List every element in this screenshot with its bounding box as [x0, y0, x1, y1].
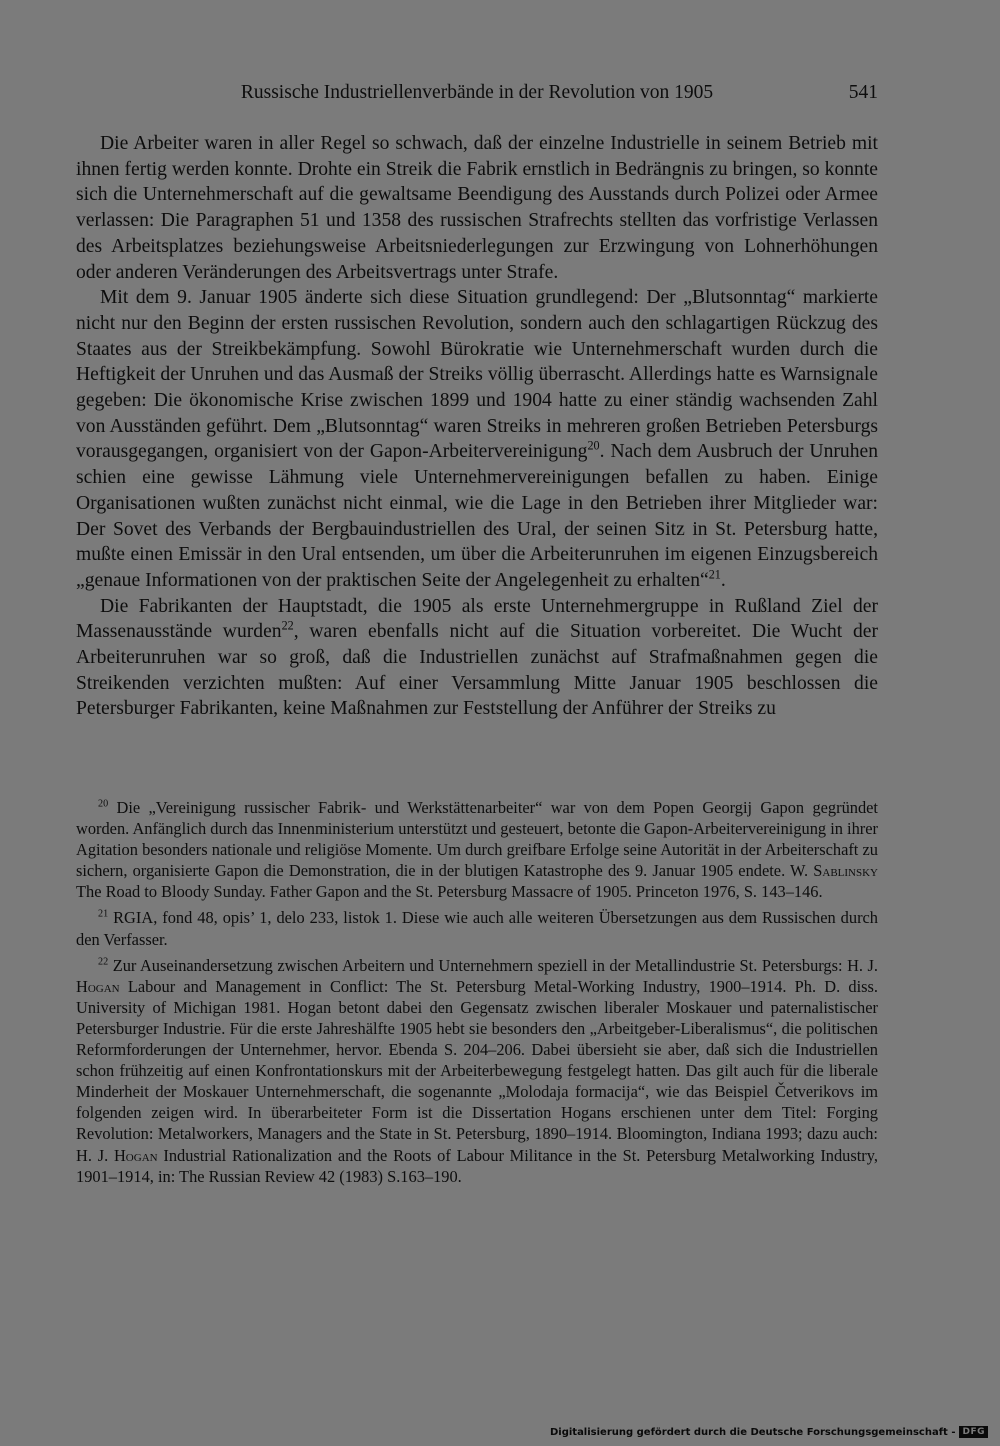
paragraph-1-text: Die Arbeiter waren in aller Regel so schwach, daß der einzelne Industrielle in seinem Betrieb mit ihnen fertig werden konnte. Drohte ein Streik die Fabrik ernstlich in Bedrängnis zu bringen, so konnte sich die Unternehmerschaft auf die gewaltsame Beendigung des Ausstands durch Polizei oder Armee verlassen: Die Paragraphen 51 und 1358 des russischen Strafrechts stellten das vorfristige Verlassen des Arbeitsplatzes beziehungsweise Arbeitsniederlegungen zur Erzwingung von Lohnerhöhungen oder anderen Veränderungen des Arbeitsvertrags unter Strafe.	[76, 133, 878, 283]
footnote-22-text-c: Industrial Rationalization and the Roots of Labour Militance in the St. Petersburg Metalworking Industry, 1901–1914, in: The Russian Review 42 (1983) S.163–190.	[76, 1145, 878, 1186]
footnote-21-number: 21	[98, 909, 109, 920]
page-number: 541	[848, 82, 878, 103]
footnote-21	[76, 907, 878, 949]
paragraph-3-text-a: Die Fabrikanten der Hauptstadt, die 1905 als erste Unternehmergruppe in Rußland Ziel der Massenausstände wurden	[76, 595, 878, 643]
paragraph-2-text-b: . Nach dem Ausbruch der Unruhen schien eine gewisse Lähmung viele Unternehmervereinigungen befallen zu haben. Einige Organisationen wußten zunächst nicht einmal, wie die Lage in den Betrieben ihrer Mitglieder war: Der Sovet des Verbands der Bergbauindustriellen des Ural, der seinen Sitz in St. Petersburg hatte, mußte einen Emissär in den Ural entsenden, um über die Arbeiterunruhen im eigenen Einzugsbereich „genaue Informationen von der praktischen Seite der Angelegenheit zu erhalten“	[76, 441, 878, 591]
banner-text: Digitalisierung gefördert durch die Deutsche Forschungsgemeinschaft -	[549, 1426, 956, 1438]
paragraph-3	[76, 594, 878, 723]
footnote-22	[76, 955, 878, 1187]
footnote-22-author-2: Hogan	[113, 1145, 158, 1165]
footnote-ref-22: 22	[281, 618, 294, 633]
footnote-21-text: RGIA, fond 48, opis’ 1, delo 233, listok 1. Diese wie auch alle weiteren Übersetzungen aus dem Russischen durch den Verfasser.	[76, 908, 878, 949]
footnote-20-text-b: The Road to Bloody Sunday. Father Gapon and the St. Petersburg Massacre of 1905. Princeton 1976, S. 143–146.	[76, 882, 823, 902]
footnote-20-author: Sablinsky	[813, 861, 878, 881]
footnotes	[76, 797, 878, 1192]
paragraph-3-text-b: , waren ebenfalls nicht auf die Situation vorbereitet. Die Wucht der Arbeiterunruhen war so groß, daß die Industriellen zunächst auf Strafmaßnahmen gegen die Streikenden verzichten mußten: Auf einer Versammlung Mitte Januar 1905 beschlossen die Petersburger Fabrikanten, keine Maßnahmen zur Feststellung der Anführer der Streiks zu	[76, 621, 878, 720]
paragraph-2-text-c: .	[720, 569, 726, 591]
running-title: Russische Industriellenverbände in der Revolution von 1905	[240, 82, 714, 103]
footnote-22-number: 22	[98, 956, 109, 968]
footnote-22-text-a: Zur Auseinandersetzung zwischen Arbeitern und Unternehmern speziell in der Metallindustrie St. Petersburgs: H. J.	[112, 955, 879, 975]
footnote-ref-21: 21	[708, 567, 721, 582]
body-text	[76, 131, 878, 722]
footnote-20-number: 20	[98, 798, 109, 810]
footnote-22-text-b: Labour and Management in Conflict: The St. Petersburg Metal-Working Industry, 1900–1914. Ph. D. diss. University of Michigan 1981. Hogan betont dabei den Gegensatz zwischen liberaler Moskauer und paternalistischer Petersburger Industrie. Für die erste Jahreshälfte 1905 hebt sie besonders den „Arbeitgeber-Liberalismus“, die politischen Reformforderungen der Unternehmer, hervor. Ebenda S. 204–206. Dabei übersieht sie aber, daß sich die Industriellen schon frühzeitig auf einen Konfrontationskurs mit der Arbeiterbewegung festgelegt hatten. Das gilt auch für die liberale Minderheit der Moskauer Unternehmerschaft, die sogenannte „Molodaja formacija“, wie das Beispiel Četverikovs im folgenden zeigen wird. In überarbeiteter Form ist die Dissertation Hogans erschienen unter dem Titel: Forging Revolution: Metalworkers, Managers and the State in St. Petersburg, 1890–1914. Bloomington, Indiana 1993; dazu auch: H. J.	[76, 976, 878, 1165]
paragraph-1	[76, 131, 878, 285]
paragraph-2	[76, 285, 878, 593]
footnote-20-text-a: Die „Vereinigung russischer Fabrik- und Werkstättenarbeiter“ war von dem Popen Georgij Gapon gegründet worden. Anfänglich durch das Innenministerium unterstützt und gesteuert, betonte die Gapon-Arbeitervereinigung in ihrer Agitation besonders nationale und religiöse Momente. Um durch greifbare Erfolge seine Autorität in der Arbeiterschaft zu sichern, organisierte Gapon die Demonstration, die in der blutigen Katastrophe des 9. Januar 1905 endete. W.	[76, 798, 878, 881]
dfg-logo: DFG	[959, 1426, 988, 1438]
footnote-20	[76, 797, 878, 902]
digitization-banner	[550, 1424, 988, 1440]
footnote-22-author-1: Hogan	[76, 976, 120, 996]
footnote-ref-20: 20	[587, 438, 600, 453]
paragraph-2-text-a: Mit dem 9. Januar 1905 änderte sich diese Situation grundlegend: Der „Blutsonntag“ markierte nicht nur den Beginn der ersten russischen Revolution, sondern auch den schlagartigen Rückzug des Staates aus der Streikbekämpfung. Sowohl Bürokratie wie Unternehmerschaft wurden durch die Heftigkeit der Unruhen und das Ausmaß der Streiks völlig überrascht. Allerdings hatte es Warnsignale gegeben: Die ökonomische Krise zwischen 1899 und 1904 hatte zu einer ständig wachsenden Zahl von Ausständen geführt. Dem „Blutsonntag“ waren Streiks in mehreren großen Betrieben Petersburgs vorausgegangen, organisiert von der Gapon-Arbeitervereinigung	[76, 287, 878, 463]
